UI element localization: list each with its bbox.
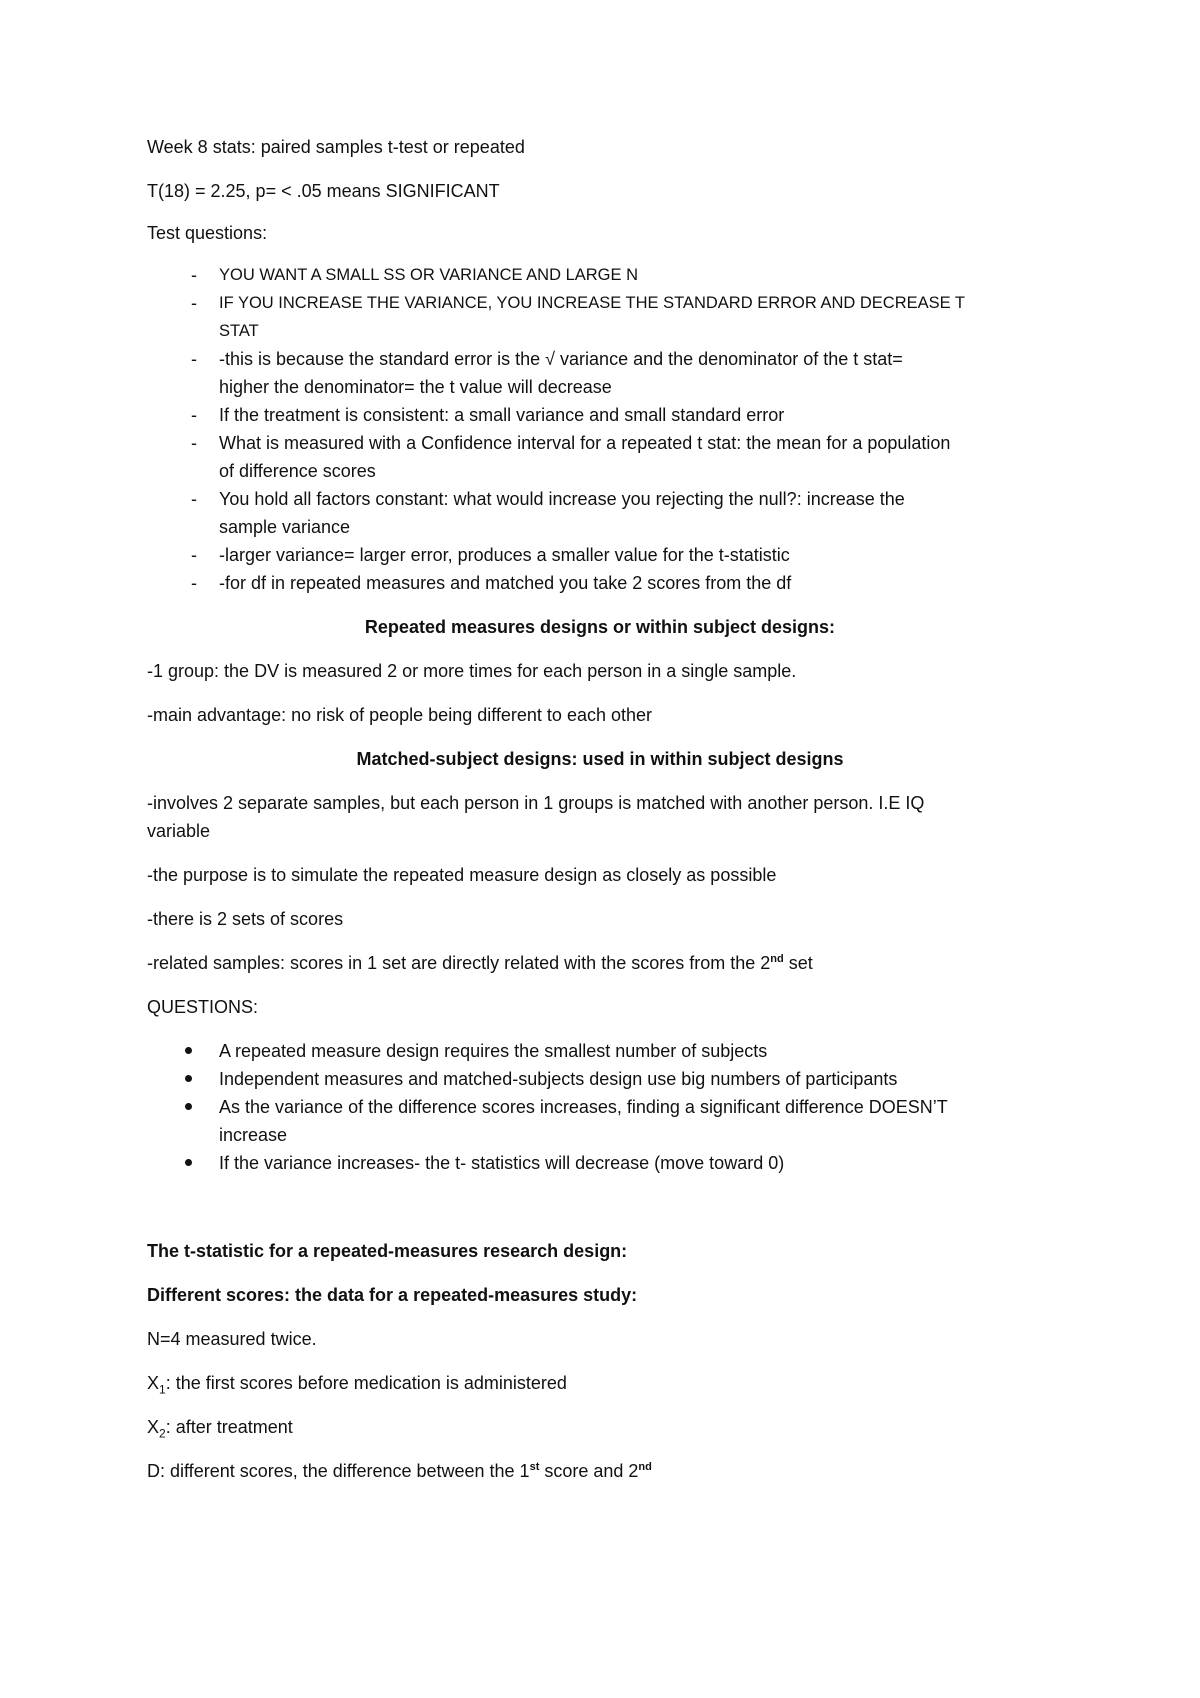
list-item: If the treatment is consistent: a small variance and small standard error xyxy=(219,405,785,425)
dash-marker: - xyxy=(191,489,197,509)
d-definition xyxy=(147,1460,652,1482)
dash-marker: - xyxy=(191,405,197,425)
dash-marker: - xyxy=(191,265,197,285)
x2-subscript: 2 xyxy=(159,1426,166,1441)
test-questions-label: Test questions: xyxy=(147,223,268,243)
list-item: IF YOU INCREASE THE VARIANCE, YOU INCREASE THE STANDARD ERROR AND DECREASE T xyxy=(219,294,966,312)
list-item: -larger variance= larger error, produces a smaller value for the t-statistic xyxy=(219,545,790,565)
x2-text: : after treatment xyxy=(165,1417,293,1437)
questions-label: QUESTIONS: xyxy=(147,997,259,1017)
list-item-continuation: increase xyxy=(219,1125,288,1145)
ordinal-suffix: st xyxy=(529,1461,540,1473)
repeated-line-2: -main advantage: no risk of people being different to each other xyxy=(147,705,653,725)
matched-line-3: -there is 2 sets of scores xyxy=(147,909,344,929)
repeated-line-1: -1 group: the DV is measured 2 or more times for each person in a single sample. xyxy=(147,661,797,681)
list-item-continuation: STAT xyxy=(219,322,259,340)
dash-marker: - xyxy=(191,349,197,369)
t-statistic-heading: The t-statistic for a repeated-measures research design: xyxy=(147,1241,628,1261)
matched-line-4-end: set xyxy=(783,953,813,973)
matched-line-4-text: -related samples: scores in 1 set are directly related with the scores from the 2 xyxy=(147,953,771,973)
list-item: You hold all factors constant: what would increase you rejecting the null?: increase the xyxy=(219,489,905,509)
x2-symbol: X xyxy=(147,1417,160,1437)
x2-definition xyxy=(147,1416,293,1441)
bullet-marker xyxy=(184,1068,194,1078)
matched-line-1-continuation: variable xyxy=(147,821,211,841)
document-title: Week 8 stats: paired samples t-test or repeated xyxy=(147,137,525,157)
list-item: -for df in repeated measures and matched you take 2 scores from the df xyxy=(219,573,792,593)
matched-line-2: -the purpose is to simulate the repeated measure design as closely as possible xyxy=(147,865,777,885)
list-item: A repeated measure design requires the smallest number of subjects xyxy=(219,1041,768,1061)
list-item: As the variance of the difference scores increases, finding a significant difference DOESN’T xyxy=(219,1097,948,1117)
list-item: Independent measures and matched-subjects design use big numbers of participants xyxy=(219,1069,898,1089)
matched-line-4 xyxy=(147,952,813,974)
matched-line-1: -involves 2 separate samples, but each person in 1 groups is matched with another person. I.E IQ xyxy=(147,793,925,813)
x1-symbol: X xyxy=(147,1373,160,1393)
dash-marker: - xyxy=(191,433,197,453)
d-text: D: different scores, the difference between the 1 xyxy=(147,1461,530,1481)
x1-text: : the first scores before medication is administered xyxy=(165,1373,567,1393)
x1-definition xyxy=(147,1372,567,1397)
list-item-continuation: of difference scores xyxy=(219,461,376,481)
x1-subscript: 1 xyxy=(159,1382,166,1397)
bullet-marker xyxy=(184,1096,194,1106)
significance-result: T(18) = 2.25, p= < .05 means SIGNIFICANT xyxy=(147,181,500,201)
list-item: YOU WANT A SMALL SS OR VARIANCE AND LARGE N xyxy=(219,266,639,284)
dash-marker: - xyxy=(191,573,197,593)
matched-subject-heading: Matched-subject designs: used in within subject designs xyxy=(356,749,844,769)
repeated-measures-heading: Repeated measures designs or within subject designs: xyxy=(364,617,836,637)
bullet-marker xyxy=(184,1040,194,1050)
d-text-mid: score and 2 xyxy=(539,1461,639,1481)
ordinal-suffix: nd xyxy=(638,1461,652,1473)
list-item: What is measured with a Confidence interval for a repeated t stat: the mean for a population xyxy=(219,433,951,453)
dash-marker: - xyxy=(191,545,197,565)
list-item: If the variance increases- the t- statistics will decrease (move toward 0) xyxy=(219,1153,785,1173)
list-item-continuation: higher the denominator= the t value will decrease xyxy=(219,377,612,397)
difference-scores-heading: Different scores: the data for a repeated-measures study: xyxy=(147,1285,638,1305)
ordinal-suffix: nd xyxy=(770,953,784,965)
dash-marker: - xyxy=(191,293,197,313)
bullet-marker xyxy=(184,1152,194,1162)
list-item-continuation: sample variance xyxy=(219,517,351,537)
sample-size-line: N=4 measured twice. xyxy=(147,1329,317,1349)
list-item: -this is because the standard error is the √ variance and the denominator of the t stat= xyxy=(219,349,903,369)
